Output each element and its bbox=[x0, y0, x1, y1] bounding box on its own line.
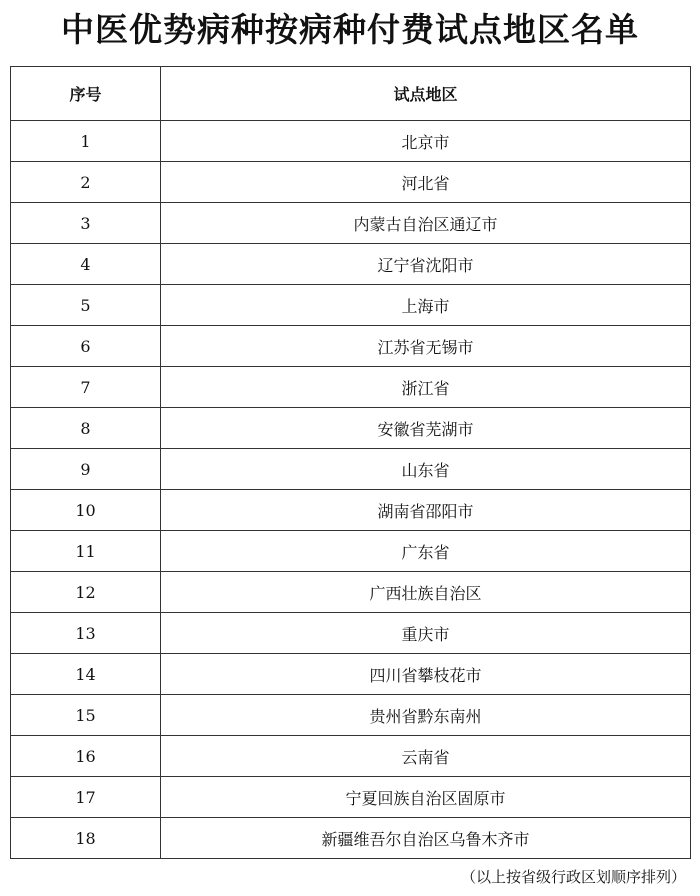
row-region: 广东省 bbox=[161, 531, 691, 572]
row-index: 10 bbox=[11, 490, 161, 531]
row-region: 安徽省芜湖市 bbox=[161, 408, 691, 449]
row-index: 14 bbox=[11, 654, 161, 695]
table-row bbox=[11, 449, 691, 490]
row-region: 湖南省邵阳市 bbox=[161, 490, 691, 531]
table-body bbox=[11, 121, 691, 859]
table-row bbox=[11, 695, 691, 736]
row-index: 3 bbox=[11, 203, 161, 244]
table-row bbox=[11, 572, 691, 613]
table-row bbox=[11, 818, 691, 859]
table-row bbox=[11, 203, 691, 244]
table-row bbox=[11, 121, 691, 162]
row-index: 15 bbox=[11, 695, 161, 736]
pilot-region-table bbox=[10, 66, 691, 859]
row-index: 1 bbox=[11, 121, 161, 162]
row-region: 新疆维吾尔自治区乌鲁木齐市 bbox=[161, 818, 691, 859]
table-row bbox=[11, 367, 691, 408]
table-row bbox=[11, 326, 691, 367]
row-index: 13 bbox=[11, 613, 161, 654]
row-index: 8 bbox=[11, 408, 161, 449]
column-header-region: 试点地区 bbox=[161, 67, 691, 121]
table-row bbox=[11, 285, 691, 326]
row-region: 浙江省 bbox=[161, 367, 691, 408]
row-index: 5 bbox=[11, 285, 161, 326]
row-region: 北京市 bbox=[161, 121, 691, 162]
table-row bbox=[11, 490, 691, 531]
row-region: 河北省 bbox=[161, 162, 691, 203]
row-index: 16 bbox=[11, 736, 161, 777]
table-row bbox=[11, 654, 691, 695]
table-row bbox=[11, 777, 691, 818]
row-index: 17 bbox=[11, 777, 161, 818]
row-region: 贵州省黔东南州 bbox=[161, 695, 691, 736]
row-index: 7 bbox=[11, 367, 161, 408]
row-index: 6 bbox=[11, 326, 161, 367]
row-index: 9 bbox=[11, 449, 161, 490]
table-row bbox=[11, 531, 691, 572]
table-header-row bbox=[11, 67, 691, 121]
column-header-index: 序号 bbox=[11, 67, 161, 121]
row-region: 上海市 bbox=[161, 285, 691, 326]
row-region: 辽宁省沈阳市 bbox=[161, 244, 691, 285]
row-region: 四川省攀枝花市 bbox=[161, 654, 691, 695]
row-region: 广西壮族自治区 bbox=[161, 572, 691, 613]
table-row bbox=[11, 244, 691, 285]
footnote: （以上按省级行政区划顺序排列） bbox=[460, 868, 686, 886]
row-index: 11 bbox=[11, 531, 161, 572]
table-row bbox=[11, 613, 691, 654]
row-region: 重庆市 bbox=[161, 613, 691, 654]
row-index: 18 bbox=[11, 818, 161, 859]
row-index: 2 bbox=[11, 162, 161, 203]
page-title: 中医优势病种按病种付费试点地区名单 bbox=[61, 10, 639, 49]
row-region: 宁夏回族自治区固原市 bbox=[161, 777, 691, 818]
row-region: 江苏省无锡市 bbox=[161, 326, 691, 367]
row-index: 4 bbox=[11, 244, 161, 285]
table-row bbox=[11, 408, 691, 449]
row-region: 山东省 bbox=[161, 449, 691, 490]
row-region: 内蒙古自治区通辽市 bbox=[161, 203, 691, 244]
table-row bbox=[11, 736, 691, 777]
row-index: 12 bbox=[11, 572, 161, 613]
table-row bbox=[11, 162, 691, 203]
row-region: 云南省 bbox=[161, 736, 691, 777]
